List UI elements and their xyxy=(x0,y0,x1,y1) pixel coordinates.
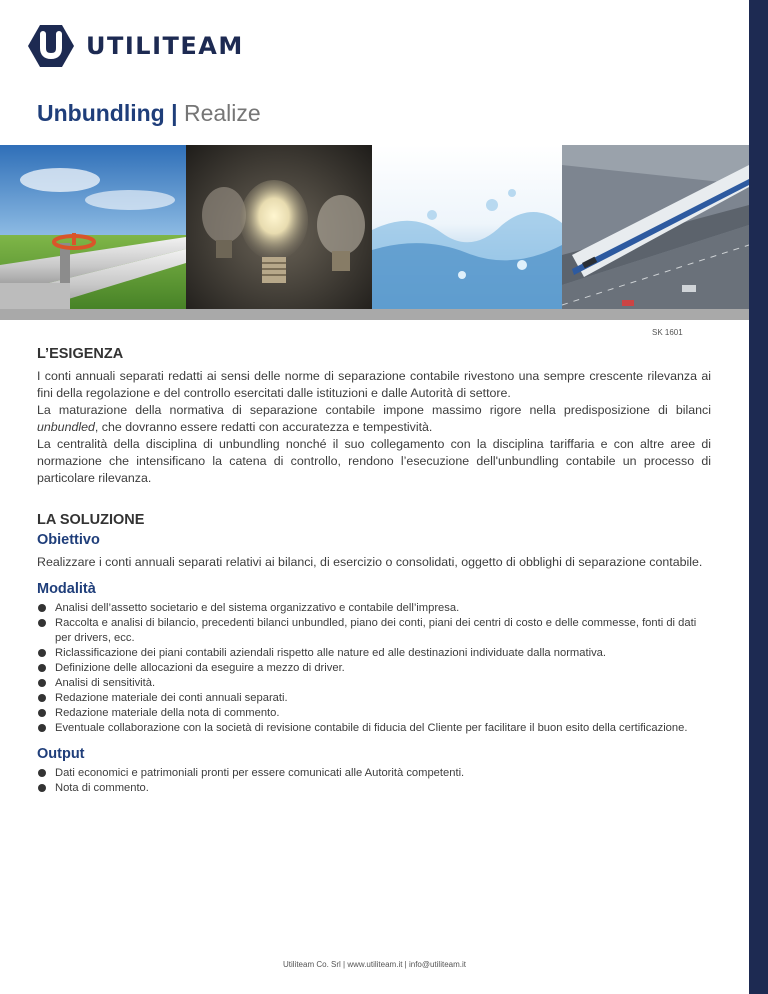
brand-name: UTILITEAM xyxy=(86,32,244,60)
bullet-icon xyxy=(38,679,46,687)
list-item xyxy=(37,721,711,736)
bullet-icon xyxy=(38,784,46,792)
output-heading: Output xyxy=(37,746,85,762)
list-item xyxy=(37,676,711,691)
water-splash-image xyxy=(372,145,562,320)
list-item xyxy=(37,766,711,781)
bullet-icon xyxy=(38,724,46,732)
bullet-icon xyxy=(38,604,46,612)
page-title xyxy=(37,98,261,128)
bullet-icon xyxy=(38,769,46,777)
list-item-text: Analisi di sensitività. xyxy=(55,677,156,689)
esigenza-p2-text: La maturazione della normativa di separazione contabile impone massimo rigore nella predisposizione di bilanci xyxy=(37,403,711,417)
header-banner xyxy=(0,145,749,320)
obiettivo-text: Realizzare i conti annuali separati relativi ai bilanci, di esercizio o consolidati, oggetto di obblighi di separazione contabile. xyxy=(37,555,703,569)
list-item xyxy=(37,616,711,646)
esigenza-heading: L’ESIGENZA xyxy=(37,346,124,362)
bullet-icon xyxy=(38,619,46,627)
obiettivo-heading: Obiettivo xyxy=(37,532,100,548)
list-item-text: Eventuale collaborazione con la società di revisione contabile di fiducia del Cliente per facilitare il buon esito della certificazione. xyxy=(55,722,688,734)
brand-logo xyxy=(26,22,244,70)
utiliteam-logo-icon xyxy=(26,23,76,69)
title-main: Unbundling xyxy=(37,100,165,126)
modalita-heading: Modalità xyxy=(37,581,96,597)
list-item xyxy=(37,601,711,616)
list-item-text: Definizione delle allocazioni da eseguire a mezzo di driver. xyxy=(55,662,345,674)
list-item xyxy=(37,781,711,796)
list-item-text: Nota di commento. xyxy=(55,782,149,794)
output-list xyxy=(37,766,711,796)
esigenza-p2-text-end: , che dovranno essere redatti con accuratezza e tempestività. xyxy=(94,420,433,434)
list-item-text: Raccolta e analisi di bilancio, precedenti bilanci unbundled, piano dei conti, piani dei centri di costo e delle commesse, fonti di dati per drivers, ecc. xyxy=(55,617,697,644)
list-item-text: Dati economici e patrimoniali pronti per essere comunicati alle Autorità competenti. xyxy=(55,767,465,779)
list-item xyxy=(37,706,711,721)
document-code: SK 1601 xyxy=(652,328,683,337)
esigenza-paragraph-3: La centralità della disciplina di unbundling nonché il suo collegamento con la disciplina tariffaria e con altre aree di normazione che intensificano la catena di controllo, rendono l’esecuzione dell'unbundling contabile un processo di particolare rilevanza. xyxy=(37,437,711,485)
bullet-icon xyxy=(38,664,46,672)
list-item-text: Riclassificazione dei piani contabili aziendali rispetto alle nature ed alle destinazioni individuate dalla normativa. xyxy=(55,647,606,659)
document-body xyxy=(37,344,711,796)
list-item xyxy=(37,691,711,706)
train-highway-image xyxy=(562,145,749,320)
list-item-text: Redazione materiale della nota di commento. xyxy=(55,707,280,719)
pipeline-valve-image xyxy=(0,145,186,320)
title-sub: Realize xyxy=(183,100,261,126)
esigenza-paragraph-2 xyxy=(37,402,711,436)
esigenza-p2-emphasis: unbundled xyxy=(37,420,95,434)
bullet-icon xyxy=(38,649,46,657)
list-item-text: Redazione materiale dei conti annuali separati. xyxy=(55,692,288,704)
title-separator: | xyxy=(171,100,178,126)
modalita-list xyxy=(37,601,711,736)
soluzione-heading: LA SOLUZIONE xyxy=(37,512,145,528)
esigenza-paragraph-1: I conti annuali separati redatti ai sensi delle norme di separazione contabile rivestono una sempre crescente rilevanza ai fini della regolazione e del controllo esercitati dalle istituzioni e dalle Autorità di settore. xyxy=(37,369,711,400)
bullet-icon xyxy=(38,694,46,702)
banner-bottom-strip xyxy=(0,309,749,320)
bullet-icon xyxy=(38,709,46,717)
light-bulbs-image xyxy=(186,145,372,320)
list-item xyxy=(37,661,711,676)
page-footer: Utiliteam Co. Srl | www.utiliteam.it | info@utiliteam.it xyxy=(283,960,466,969)
list-item xyxy=(37,646,711,661)
right-sidebar-bar xyxy=(749,0,768,994)
list-item-text: Analisi dell’assetto societario e del sistema organizzativo e contabile dell’impresa. xyxy=(55,602,460,614)
